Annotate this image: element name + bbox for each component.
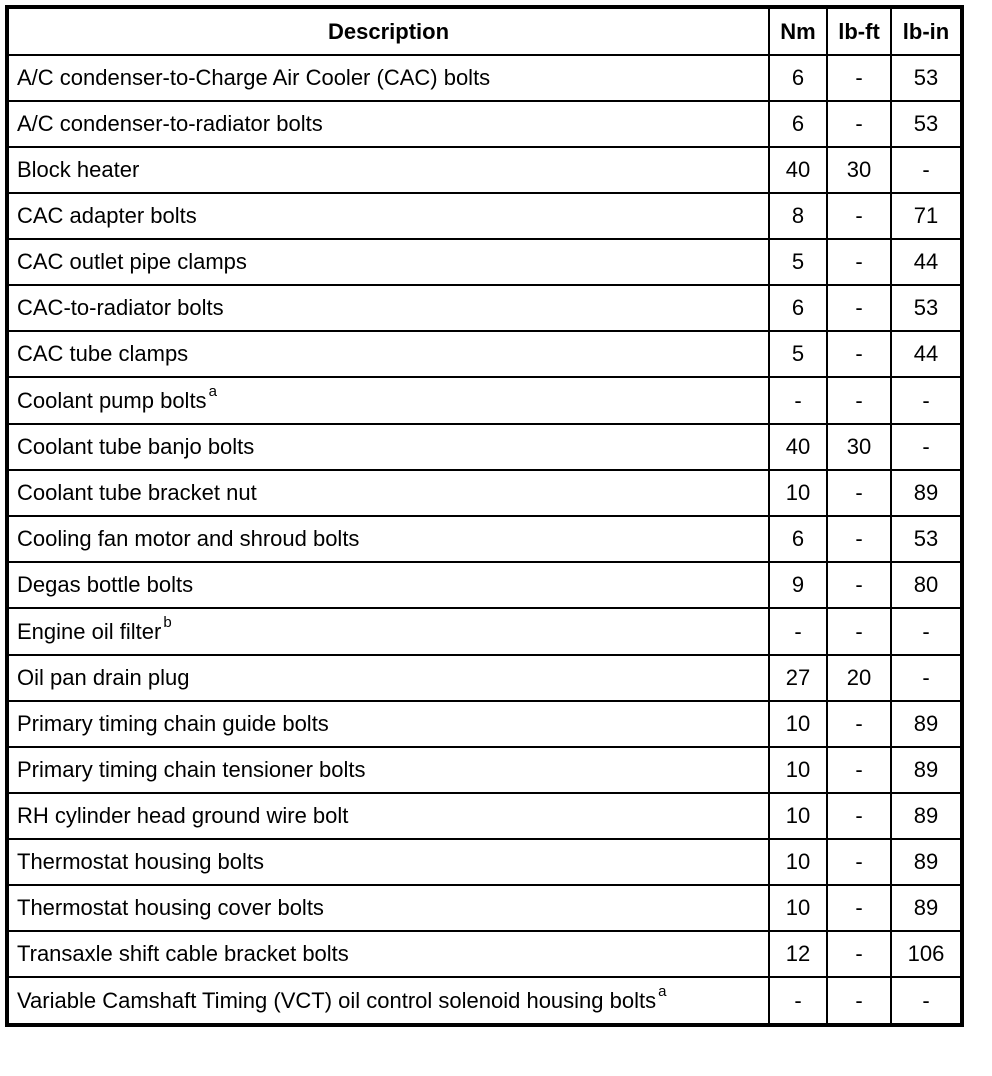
table-row [7, 285, 962, 331]
lbin-value-cell: - [891, 377, 962, 424]
table-row [7, 747, 962, 793]
lbft-value-cell: - [827, 562, 891, 608]
description-text: CAC outlet pipe clamps [17, 249, 247, 274]
lbin-value-cell: 44 [891, 331, 962, 377]
description-cell [7, 239, 769, 285]
table-row [7, 977, 962, 1025]
lbft-value-cell: - [827, 55, 891, 101]
description-cell [7, 55, 769, 101]
lbin-value-cell: - [891, 655, 962, 701]
table-row [7, 377, 962, 424]
description-text: A/C condenser-to-radiator bolts [17, 111, 323, 136]
description-cell [7, 285, 769, 331]
description-text: Thermostat housing bolts [17, 849, 265, 874]
nm-value-cell: 40 [769, 424, 827, 470]
table-header-row [7, 7, 962, 55]
lbin-value-cell: 89 [891, 701, 962, 747]
table-row [7, 839, 962, 885]
nm-value-cell: 6 [769, 516, 827, 562]
lbft-value-cell: - [827, 701, 891, 747]
table-row [7, 470, 962, 516]
lbin-value-cell: 89 [891, 793, 962, 839]
lbin-value-cell: 80 [891, 562, 962, 608]
footnote-marker: a [208, 383, 217, 401]
nm-value-cell: 6 [769, 101, 827, 147]
lbft-value-cell: - [827, 331, 891, 377]
description-cell [7, 608, 769, 655]
lbft-value-cell: - [827, 285, 891, 331]
description-text: Coolant tube bracket nut [17, 480, 257, 505]
description-text: CAC tube clamps [17, 341, 189, 366]
description-cell [7, 977, 769, 1025]
table-row [7, 239, 962, 285]
column-header-lbft: lb-ft [827, 7, 891, 55]
nm-value-cell: 9 [769, 562, 827, 608]
lbin-value-cell: 44 [891, 239, 962, 285]
nm-value-cell: 8 [769, 193, 827, 239]
description-text: Primary timing chain guide bolts [17, 711, 329, 736]
table-row [7, 147, 962, 193]
table-row [7, 885, 962, 931]
footnote-marker: b [163, 614, 172, 632]
lbin-value-cell: 89 [891, 839, 962, 885]
description-text: Oil pan drain plug [17, 665, 190, 690]
table-row [7, 101, 962, 147]
lbin-value-cell: 53 [891, 101, 962, 147]
description-cell [7, 793, 769, 839]
column-header-nm: Nm [769, 7, 827, 55]
lbin-value-cell: - [891, 608, 962, 655]
description-cell [7, 470, 769, 516]
description-text: Primary timing chain tensioner bolts [17, 757, 366, 782]
nm-value-cell: - [769, 377, 827, 424]
description-text: Engine oil filter [17, 618, 162, 644]
table-row [7, 193, 962, 239]
description-cell [7, 147, 769, 193]
lbin-value-cell: 71 [891, 193, 962, 239]
nm-value-cell: 12 [769, 931, 827, 977]
nm-value-cell: 5 [769, 331, 827, 377]
description-cell [7, 839, 769, 885]
table-row [7, 516, 962, 562]
nm-value-cell: 10 [769, 885, 827, 931]
lbin-value-cell: 53 [891, 516, 962, 562]
description-text: Degas bottle bolts [17, 572, 194, 597]
table-row [7, 55, 962, 101]
description-cell [7, 331, 769, 377]
table-row [7, 701, 962, 747]
lbin-value-cell: 53 [891, 55, 962, 101]
nm-value-cell: 6 [769, 285, 827, 331]
description-cell [7, 655, 769, 701]
lbft-value-cell: - [827, 793, 891, 839]
lbft-value-cell: - [827, 608, 891, 655]
table-row [7, 655, 962, 701]
lbft-value-cell: 20 [827, 655, 891, 701]
footnote-marker: a [658, 983, 667, 1001]
nm-value-cell: 40 [769, 147, 827, 193]
description-text: Transaxle shift cable bracket bolts [17, 941, 349, 966]
description-cell [7, 931, 769, 977]
nm-value-cell: 10 [769, 839, 827, 885]
lbft-value-cell: - [827, 193, 891, 239]
lbin-value-cell: 89 [891, 885, 962, 931]
description-text: Block heater [17, 157, 140, 182]
lbft-value-cell: - [827, 516, 891, 562]
torque-specifications-table [5, 5, 964, 1027]
lbft-value-cell: - [827, 931, 891, 977]
description-cell [7, 101, 769, 147]
lbft-value-cell: - [827, 885, 891, 931]
description-text: Coolant pump bolts [17, 387, 207, 413]
lbft-value-cell: - [827, 839, 891, 885]
nm-value-cell: 5 [769, 239, 827, 285]
description-cell [7, 516, 769, 562]
nm-value-cell: - [769, 977, 827, 1025]
description-text: Coolant tube banjo bolts [17, 434, 255, 459]
lbft-value-cell: - [827, 239, 891, 285]
lbft-value-cell: - [827, 977, 891, 1025]
column-header-lbin: lb-in [891, 7, 962, 55]
nm-value-cell: 27 [769, 655, 827, 701]
lbft-value-cell: - [827, 747, 891, 793]
lbin-value-cell: 106 [891, 931, 962, 977]
nm-value-cell: 10 [769, 701, 827, 747]
lbin-value-cell: - [891, 977, 962, 1025]
nm-value-cell: 10 [769, 793, 827, 839]
nm-value-cell: 10 [769, 747, 827, 793]
table-row [7, 331, 962, 377]
description-cell [7, 701, 769, 747]
lbin-value-cell: - [891, 424, 962, 470]
description-cell [7, 193, 769, 239]
description-text: Cooling fan motor and shroud bolts [17, 526, 360, 551]
lbin-value-cell: 53 [891, 285, 962, 331]
table-body [7, 55, 962, 1025]
lbft-value-cell: - [827, 377, 891, 424]
table-row [7, 562, 962, 608]
lbin-value-cell: 89 [891, 747, 962, 793]
description-text: RH cylinder head ground wire bolt [17, 803, 349, 828]
column-header-description: Description [7, 7, 769, 55]
description-cell [7, 424, 769, 470]
description-text: CAC adapter bolts [17, 203, 197, 228]
table-row [7, 424, 962, 470]
description-text: CAC-to-radiator bolts [17, 295, 224, 320]
lbft-value-cell: - [827, 470, 891, 516]
nm-value-cell: 10 [769, 470, 827, 516]
lbin-value-cell: 89 [891, 470, 962, 516]
description-text: Thermostat housing cover bolts [17, 895, 324, 920]
lbft-value-cell: - [827, 101, 891, 147]
table-row [7, 793, 962, 839]
description-text: A/C condenser-to-Charge Air Cooler (CAC) bolts [17, 65, 491, 90]
nm-value-cell: 6 [769, 55, 827, 101]
lbft-value-cell: 30 [827, 147, 891, 193]
description-cell [7, 562, 769, 608]
description-cell [7, 747, 769, 793]
description-text: Variable Camshaft Timing (VCT) oil control solenoid housing bolts [17, 987, 657, 1013]
nm-value-cell: - [769, 608, 827, 655]
description-cell [7, 885, 769, 931]
lbin-value-cell: - [891, 147, 962, 193]
lbft-value-cell: 30 [827, 424, 891, 470]
description-cell [7, 377, 769, 424]
table-row [7, 608, 962, 655]
table-row [7, 931, 962, 977]
